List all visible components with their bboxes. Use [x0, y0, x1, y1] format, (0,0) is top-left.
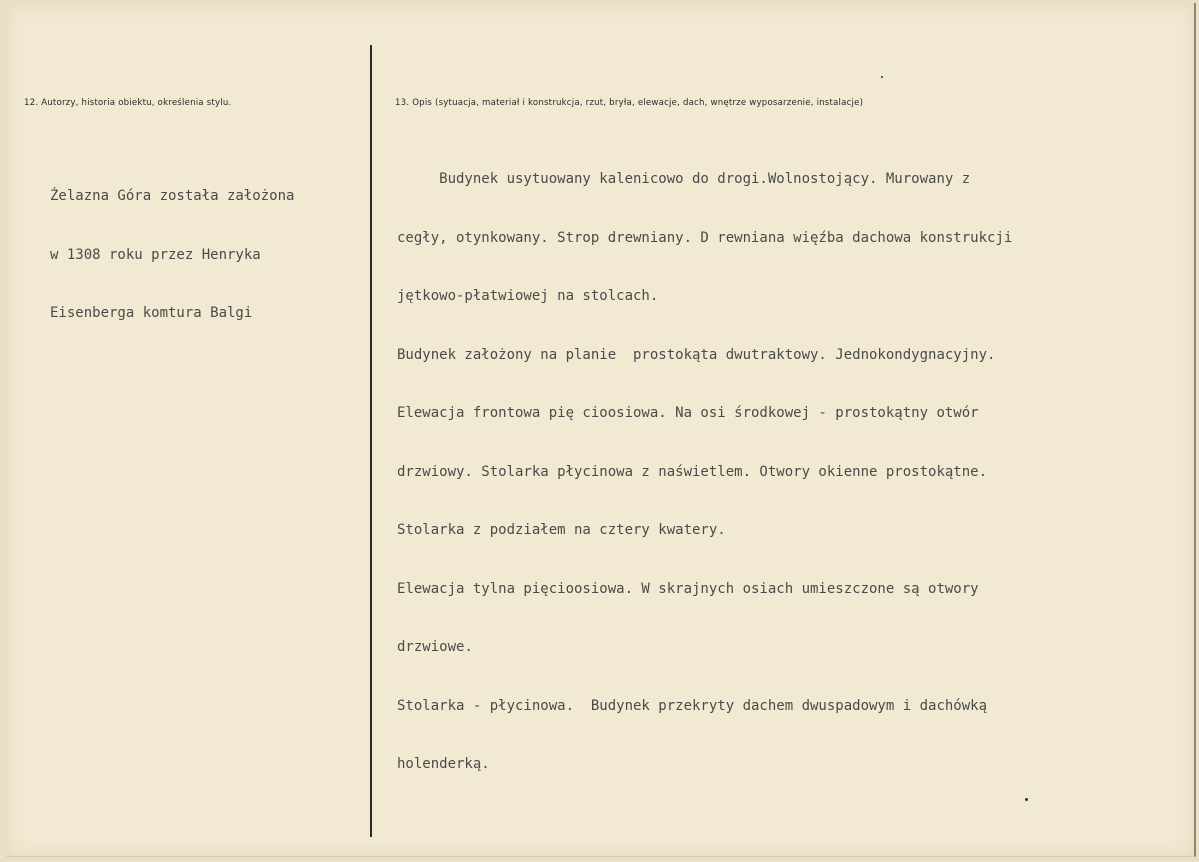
text-line: w 1308 roku przez Henryka: [50, 246, 261, 263]
paper-speck: [1025, 798, 1028, 801]
left-column-heading: 12. Autorzy, historia obiektu, określenia stylu.: [24, 98, 232, 108]
text-line: cegły, otynkowany. Strop drewniany. D rewniana więźba dachowa konstrukcji: [397, 229, 1013, 246]
text-line: Żelazna Góra została założona: [50, 188, 295, 204]
text-line: Budynek usytuowany kalenicowo do drogi.Wolnostojący. Murowany z: [397, 171, 971, 187]
column-divider: [370, 45, 372, 837]
text-line: drzwiowy. Stolarka płycinowa z naświetlem. Otwory okienne prostokątne.: [397, 463, 988, 480]
text-line: Elewacja frontowa pię cioosiowa. Na osi środkowej - prostokątny otwór: [397, 405, 979, 421]
paper-speck: [881, 76, 883, 78]
left-column-text: [50, 148, 294, 363]
text-line: Budynek założony na planie prostokąta dwutraktowy. Jednokondygnacyjny.: [397, 346, 996, 363]
text-line: Eisenberga komtura Balgi: [50, 305, 253, 321]
text-line: Stolarka - płycinowa. Budynek przekryty dachem dwuspadowym i dachówką: [397, 697, 988, 714]
text-line: holenderką.: [397, 756, 490, 772]
text-line: Elewacja tylna pięcioosiowa. W skrajnych osiach umieszczone są otwory: [397, 580, 979, 597]
right-column-heading: 13. Opis (sytuacja, materiał i konstrukcja, rzut, bryła, elewacje, dach, wnętrze wyposarzenie, instalacje): [395, 98, 864, 108]
text-line: jętkowo-płatwiowej na stolcach.: [397, 288, 659, 304]
text-line: Stolarka z podziałem na cztery kwatery.: [397, 522, 726, 538]
text-line: drzwiowe.: [397, 639, 473, 655]
document-sheet: [6, 3, 1196, 857]
right-column-text: [397, 131, 1012, 814]
